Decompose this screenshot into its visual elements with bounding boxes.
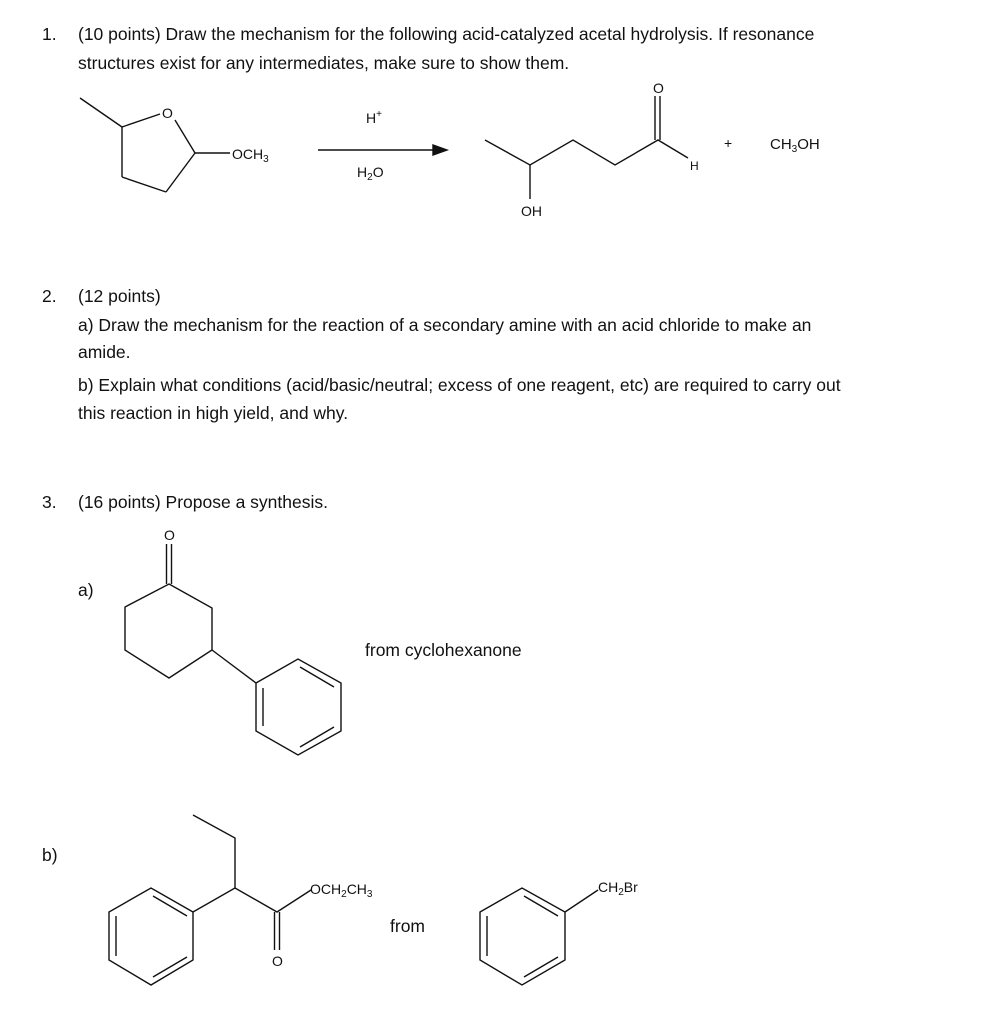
q1-text-line2: structures exist for any intermediates, make sure to show them. (78, 53, 570, 73)
aldehyde-h-label: H (690, 159, 699, 173)
reactant-methoxy-tetrahydrofuran (80, 98, 269, 192)
ethoxy-label: $OCH_2CH_3$ (310, 881, 373, 900)
plus-sign: + (724, 135, 733, 151)
reagent-acid: H+ (366, 109, 382, 126)
aldehyde-oxygen-label: O (653, 80, 664, 96)
q1-number: 1. (42, 24, 57, 44)
product-hydroxy-aldehyde (485, 80, 699, 219)
part-b-label: b) (42, 845, 58, 865)
target-ethyl-2-phenylbutanoate (109, 815, 373, 985)
q2-text-line2: a) Draw the mechanism for the reaction of a secondary amine with an acid chloride to make an (78, 315, 812, 335)
ester-carbonyl-oxygen-label: O (272, 953, 283, 969)
q3-number: 3. (42, 492, 57, 512)
q1-text-line1: (10 points) Draw the mechanism for the following acid-catalyzed acetal hydrolysis. If resonance (78, 24, 815, 44)
reaction-arrow (318, 109, 447, 183)
hydroxyl-label: OH (521, 203, 542, 219)
ring-oxygen-label: O (162, 105, 173, 121)
target-3-phenylcyclohexanone (125, 527, 341, 755)
q3-text-line1: (16 points) Propose a synthesis. (78, 492, 328, 512)
reagent-water: $H_2O$ (357, 164, 384, 183)
methoxy-label: $OCH_3$ (232, 146, 269, 165)
ketone-oxygen-label: O (164, 527, 175, 543)
part-b-from-text: from (390, 916, 425, 936)
bromomethyl-label: $CH_2Br$ (598, 879, 638, 898)
part-a-label: a) (78, 580, 94, 600)
part-a-from-text: from cyclohexanone (365, 640, 522, 660)
q2-text-line1: (12 points) (78, 286, 161, 306)
starting-material-benzyl-bromide (480, 879, 638, 985)
q2-number: 2. (42, 286, 57, 306)
methanol-label: $CH_3OH$ (770, 136, 820, 155)
q2-text-line3: amide. (78, 342, 131, 362)
q2-text-line4: b) Explain what conditions (acid/basic/neutral; excess of one reagent, etc) are required to carry out (78, 375, 841, 395)
q2-text-line5: this reaction in high yield, and why. (78, 403, 349, 423)
